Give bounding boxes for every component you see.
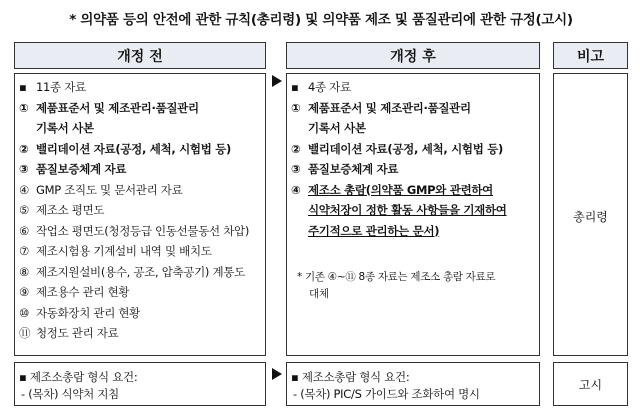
- item-number: ①: [19, 100, 29, 115]
- before-bottom-line2: - (목차) 식약처 지침: [21, 387, 119, 401]
- before-bottom-box: [14, 362, 266, 406]
- item-text: 제품표준서 및 제조관리·품질관리: [308, 100, 471, 115]
- arrow-bottom-icon: [272, 368, 282, 380]
- item-number: ②: [19, 141, 29, 156]
- before-top-item: [19, 202, 104, 218]
- item-number: ⑨: [19, 285, 30, 299]
- item-number: ②: [291, 141, 301, 156]
- after-bottom-line2: - (목차) PIC/S 가이드와 조화하여 명시: [293, 387, 480, 401]
- item-text: 기록서 사본: [308, 121, 366, 135]
- item-number: ⑧: [19, 264, 30, 279]
- item-number: ▪: [291, 80, 299, 94]
- remark-top: 총리령: [573, 210, 608, 224]
- before-top-item: [19, 120, 94, 136]
- after-top-item: [291, 100, 471, 116]
- before-top-box: [14, 73, 266, 356]
- after-bottom-line1: ▪ 제조소총람 형식 요건:: [291, 370, 410, 384]
- item-number: ①: [291, 100, 301, 115]
- before-top-item: [19, 223, 249, 239]
- before-top-item: [19, 182, 182, 198]
- before-top-item: [19, 161, 126, 177]
- remark-bottom-box: [553, 362, 628, 406]
- after-top-item: [291, 141, 503, 157]
- after-top-item: [291, 202, 507, 218]
- item-text: 제조소 총람(의약품 GMP와 관련하여: [308, 182, 493, 197]
- item-number: ④: [19, 182, 30, 197]
- item-text: 제조용수 관리 현황: [36, 285, 130, 299]
- item-text: 기록서 사본: [36, 121, 94, 135]
- after-bottom-box: [286, 362, 540, 406]
- after-top-item: [291, 79, 351, 95]
- header-after: 개정 후: [286, 42, 540, 69]
- item-text: 자동화장치 관리 현황: [36, 305, 140, 320]
- after-top-item: [291, 120, 366, 136]
- header-before: 개정 전: [14, 42, 266, 69]
- item-number: ▪: [19, 80, 27, 94]
- after-note-line2: 대체: [309, 288, 329, 300]
- before-top-item: [19, 100, 199, 116]
- before-top-item: [19, 305, 140, 321]
- item-text: 밸리데이션 자료(공정, 세척, 시험법 등): [308, 141, 503, 156]
- before-top-item: [19, 325, 118, 341]
- after-note-line1: * 기존 ④~⑪ 8종 자료는 제조소 총람 자료로: [297, 271, 496, 283]
- before-top-item: [19, 243, 212, 259]
- before-top-item: [19, 141, 231, 157]
- after-note: [297, 269, 495, 303]
- before-top-item: [19, 284, 129, 300]
- item-text: 식약처장이 정한 활동 사항들을 기재하여: [308, 203, 507, 217]
- item-number: ⑤: [19, 203, 30, 217]
- item-text: 제품표준서 및 제조관리·품질관리: [36, 100, 199, 115]
- after-top-item: [291, 223, 439, 239]
- item-number: ⑦: [19, 244, 30, 258]
- page-title: * 의약품 등의 안전에 관한 규칙(총리령) 및 의약품 제조 및 품질관리에 관한 규정(고시): [69, 12, 573, 28]
- before-top-item: [19, 79, 86, 95]
- item-number: ⑩: [19, 305, 30, 320]
- header-remark: 비고: [553, 42, 628, 69]
- item-text: 품질보증체계 자료: [36, 162, 127, 176]
- remark-bottom: 고시: [578, 378, 603, 392]
- item-number: ④: [291, 182, 301, 197]
- item-number: ⑪: [19, 326, 31, 340]
- item-number: ③: [291, 162, 301, 176]
- remark-top-box: [553, 73, 628, 356]
- item-text: 11종 자료: [36, 80, 86, 94]
- after-top-item: [291, 161, 398, 177]
- before-bottom-line1: ▪ 제조소총람 형식 요건:: [19, 370, 138, 384]
- item-text: 제조시험용 기계설비 내역 및 배치도: [36, 244, 212, 258]
- arrow-top-icon: [272, 75, 282, 87]
- item-text: 제조지원설비(용수, 공조, 압축공기) 계통도: [36, 264, 245, 279]
- item-number: ⑥: [19, 223, 30, 238]
- item-text: 작업소 평면도(청정등급 인동선물동선 차압): [36, 223, 249, 238]
- item-text: 밸리데이션 자료(공정, 세척, 시험법 등): [36, 141, 231, 156]
- item-text: 4종 자료: [308, 80, 351, 94]
- item-text: GMP 조직도 및 문서관리 자료: [36, 182, 183, 197]
- item-number: ③: [19, 162, 29, 176]
- item-text: 주기적으로 관리하는 문서): [308, 223, 440, 238]
- after-top-box: [286, 73, 540, 356]
- after-top-item: [291, 182, 493, 198]
- item-text: 품질보증체계 자료: [308, 162, 399, 176]
- item-text: 청정도 관리 자료: [36, 326, 119, 340]
- item-text: 제조소 평면도: [36, 203, 105, 217]
- before-top-item: [19, 264, 245, 280]
